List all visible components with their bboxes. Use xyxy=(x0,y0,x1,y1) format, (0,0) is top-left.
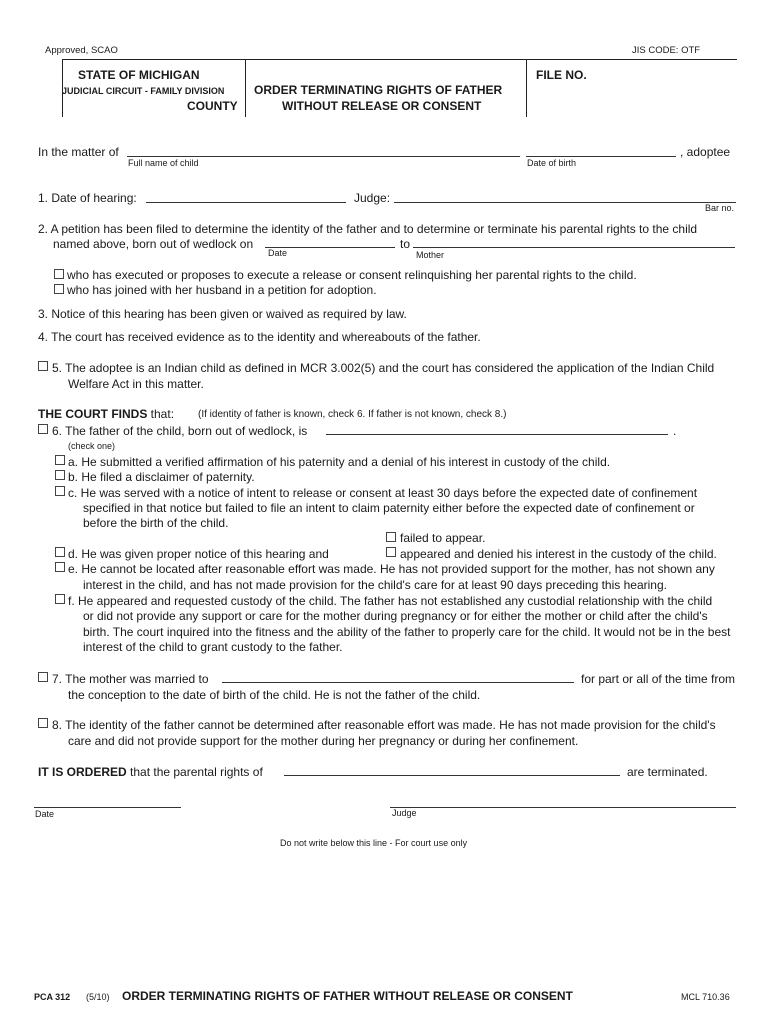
item6f-line3: birth. The court inquired into the fitness and the ability of the father to properly care for the child. It would not be in the best xyxy=(83,625,731,639)
court-finds-bold: THE COURT FINDS xyxy=(38,407,148,421)
item8-line1: 8. The identity of the father cannot be determined after reasonable effort was made. He has not made provision for the child's xyxy=(52,718,716,732)
item5-line2: Welfare Act in this matter. xyxy=(68,377,204,391)
circuit-label: JUDICIAL CIRCUIT - FAMILY DIVISION xyxy=(62,86,225,96)
judge-field[interactable] xyxy=(394,188,736,203)
form-number: PCA 312 xyxy=(34,992,71,1002)
item2-opt2-text: who has joined with her husband in a petition for adoption. xyxy=(67,283,377,297)
item5-checkbox[interactable] xyxy=(38,361,48,371)
order-judge-signature-field[interactable] xyxy=(390,793,736,808)
item6d-appeared-checkbox[interactable] xyxy=(386,547,396,557)
item6c-line2: specified in that notice but failed to file an intent to claim paternity either before the expected date of confinement or xyxy=(83,501,695,515)
item4-text: 4. The court has received evidence as to the identity and whereabouts of the father. xyxy=(38,330,481,344)
item6-text: 6. The father of the child, born out of wedlock, is xyxy=(52,424,308,438)
mcl-reference: MCL 710.36 xyxy=(681,992,730,1002)
findings-note: (If identity of father is known, check 6. If father is not known, check 8.) xyxy=(198,409,507,420)
county-label: COUNTY xyxy=(187,99,238,113)
court-use-note: Do not write below this line - For court use only xyxy=(280,838,468,848)
child-name-field[interactable] xyxy=(127,142,520,157)
form-title-line1: ORDER TERMINATING RIGHTS OF FATHER xyxy=(254,83,503,97)
husband-name-field[interactable] xyxy=(222,668,574,683)
birth-date-field[interactable] xyxy=(265,233,395,248)
order-text xyxy=(38,765,263,779)
parental-rights-field[interactable] xyxy=(284,761,620,776)
item7-line1: 7. The mother was married to xyxy=(52,672,209,686)
item6c-line3: before the birth of the child. xyxy=(83,516,229,530)
item6-period: . xyxy=(673,424,677,438)
bar-no-caption: Bar no. xyxy=(705,203,735,213)
item8-checkbox[interactable] xyxy=(38,718,48,728)
child-dob-field[interactable] xyxy=(526,142,676,157)
item2-line1: 2. A petition has been filed to determine the identity of the father and to determine or terminate his parental rights to the child xyxy=(38,222,698,236)
item8-line2: care and did not provide support for the mother during her pregnancy or during her confinement. xyxy=(68,734,579,748)
item5-line1: 5. The adoptee is an Indian child as defined in MCR 3.002(5) and the court has considered the application of the Indian Child xyxy=(52,361,715,375)
item2-date-caption: Date xyxy=(268,248,288,258)
mother-name-field[interactable] xyxy=(413,233,735,248)
jis-code: JIS CODE: OTF xyxy=(632,45,701,56)
item6-checkbox[interactable] xyxy=(38,424,48,434)
item6a-checkbox[interactable] xyxy=(55,455,65,465)
item7-line2: the conception to the date of birth of the child. He is not the father of the child. xyxy=(68,688,481,702)
header-divider-1 xyxy=(245,59,246,117)
order-bold: IT IS ORDERED xyxy=(38,765,127,779)
item3-text: 3. Notice of this hearing has been given or waived as required by law. xyxy=(38,307,407,321)
dob-caption: Date of birth xyxy=(527,158,577,168)
header-top-rule xyxy=(62,59,737,60)
item7-checkbox[interactable] xyxy=(38,672,48,682)
item6d-failed-checkbox[interactable] xyxy=(386,532,396,542)
father-name-field[interactable] xyxy=(326,420,668,435)
item6d-failed-text: failed to appear. xyxy=(400,531,486,545)
item6f-line1: f. He appeared and requested custody of the child. The father has not established any custodial relationship with the child xyxy=(68,594,713,608)
form-title-line2: WITHOUT RELEASE OR CONSENT xyxy=(282,99,482,113)
item2-opt1-checkbox[interactable] xyxy=(54,269,64,279)
hearing-date-field[interactable] xyxy=(146,188,346,203)
item6f-line2: or did not provide any support or care for the mother during pregnancy or for either the mother or child after the child's xyxy=(83,609,708,623)
item6e-line1: e. He cannot be located after reasonable effort was made. He has not provided support for the mother, has not shown any xyxy=(68,562,715,576)
court-finds-heading xyxy=(38,407,174,421)
item1-judge-label: Judge: xyxy=(354,191,391,205)
order-judge-caption: Judge xyxy=(392,808,417,818)
item6a-text: a. He submitted a verified affirmation of his paternity and a denial of his interest in custody of the child. xyxy=(68,455,611,469)
court-finds-that: that: xyxy=(147,407,175,421)
item6d-text: d. He was given proper notice of this hearing and xyxy=(68,547,329,561)
item2-to: to xyxy=(400,237,411,251)
order-date-field[interactable] xyxy=(34,793,181,808)
approved-text: Approved, SCAO xyxy=(45,45,118,56)
item7-tail: for part or all of the time from xyxy=(581,672,736,686)
terminated-text: are terminated. xyxy=(627,765,708,779)
item6c-checkbox[interactable] xyxy=(55,486,65,496)
state-label: STATE OF MICHIGAN xyxy=(78,68,200,82)
item6e-line2: interest in the child, and has not made provision for the child's care for at least 90 days preceding this hearing. xyxy=(83,578,667,592)
adoptee-label: , adoptee xyxy=(680,145,731,159)
item6c-line1: c. He was served with a notice of intent to release or consent at least 30 days before the expected date of confinement xyxy=(68,486,698,500)
item6e-checkbox[interactable] xyxy=(55,562,65,572)
form-revision: (5/10) xyxy=(86,992,110,1002)
item1-date-label: 1. Date of hearing: xyxy=(38,191,137,205)
item2-mother-caption: Mother xyxy=(416,250,445,260)
check-one-note: (check one) xyxy=(68,441,116,451)
file-no-label: FILE NO. xyxy=(536,68,587,82)
item6d-appeared-text: appeared and denied his interest in the custody of the child. xyxy=(400,547,717,561)
item6b-checkbox[interactable] xyxy=(55,470,65,480)
header-divider-2 xyxy=(526,59,527,117)
order-date-caption: Date xyxy=(35,809,55,819)
item2-opt1-text: who has executed or proposes to execute a release or consent relinquishing her parental rights to the child. xyxy=(67,268,637,282)
item6b-text: b. He filed a disclaimer of paternity. xyxy=(68,470,255,484)
item6d-checkbox[interactable] xyxy=(55,547,65,557)
order-rest: that the parental rights of xyxy=(126,765,263,779)
item6f-checkbox[interactable] xyxy=(55,594,65,604)
full-name-caption: Full name of child xyxy=(128,158,199,168)
item2-opt2-checkbox[interactable] xyxy=(54,284,64,294)
item6f-line4: interest of the child to grant custody to the father. xyxy=(83,640,343,654)
footer-title: ORDER TERMINATING RIGHTS OF FATHER WITHOUT RELEASE OR CONSENT xyxy=(122,989,573,1003)
matter-label: In the matter of xyxy=(38,145,119,159)
item2-line2: named above, born out of wedlock on xyxy=(53,237,254,251)
